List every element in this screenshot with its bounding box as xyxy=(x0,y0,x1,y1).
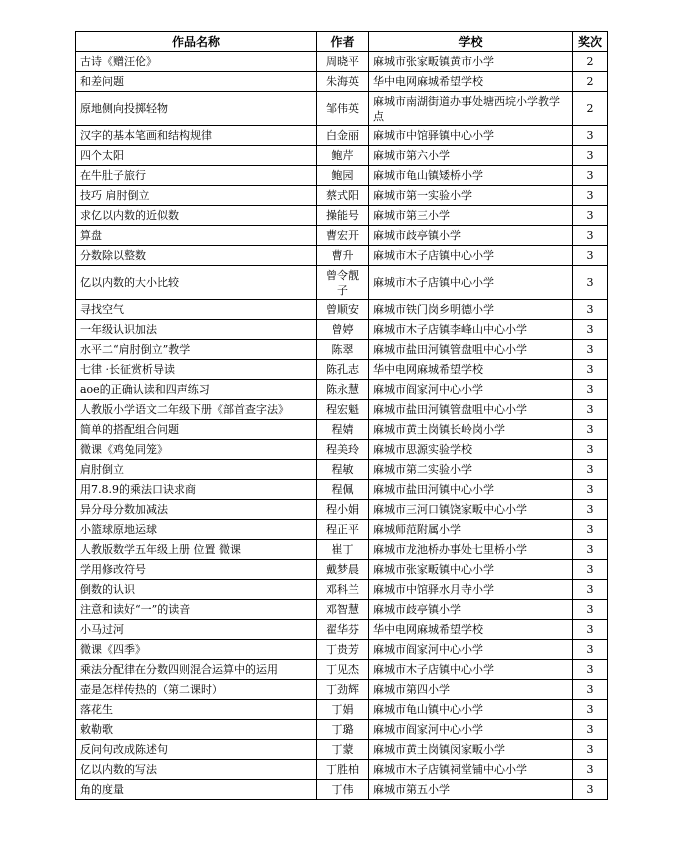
cell-school: 麻城市第一实验小学 xyxy=(369,186,573,206)
cell-author: 蔡式阳 xyxy=(317,186,369,206)
cell-work-title: 古诗《赠汪伦》 xyxy=(76,52,317,72)
cell-school: 麻城市盐田河镇中心小学 xyxy=(369,480,573,500)
cell-author: 翟华芬 xyxy=(317,620,369,640)
table-row xyxy=(76,206,608,226)
table-row xyxy=(76,300,608,320)
cell-work-title: 亿以内数的大小比较 xyxy=(76,266,317,300)
table-row xyxy=(76,226,608,246)
table-row xyxy=(76,420,608,440)
cell-award-rank: 3 xyxy=(573,146,608,166)
table-row xyxy=(76,660,608,680)
cell-work-title: 技巧 肩肘倒立 xyxy=(76,186,317,206)
cell-school: 麻城市第五小学 xyxy=(369,780,573,800)
cell-school: 麻城市木子店镇李峰山中心小学 xyxy=(369,320,573,340)
cell-award-rank: 3 xyxy=(573,166,608,186)
table-row xyxy=(76,760,608,780)
cell-author: 鲍园 xyxy=(317,166,369,186)
cell-award-rank: 3 xyxy=(573,500,608,520)
cell-award-rank: 3 xyxy=(573,340,608,360)
cell-author: 曾顺安 xyxy=(317,300,369,320)
cell-author: 朱海英 xyxy=(317,72,369,92)
cell-award-rank: 3 xyxy=(573,560,608,580)
table-row xyxy=(76,640,608,660)
cell-work-title: 倒数的认识 xyxy=(76,580,317,600)
cell-author: 白金丽 xyxy=(317,126,369,146)
cell-author: 丁伟 xyxy=(317,780,369,800)
cell-award-rank: 3 xyxy=(573,186,608,206)
cell-award-rank: 3 xyxy=(573,420,608,440)
cell-award-rank: 3 xyxy=(573,600,608,620)
cell-school: 麻城市木子店镇中心小学 xyxy=(369,266,573,300)
cell-school: 麻城市铁门岗乡明德小学 xyxy=(369,300,573,320)
table-row xyxy=(76,780,608,800)
cell-award-rank: 3 xyxy=(573,660,608,680)
cell-school: 麻城市阎家河中心小学 xyxy=(369,640,573,660)
cell-work-title: 寻找空气 xyxy=(76,300,317,320)
cell-award-rank: 3 xyxy=(573,620,608,640)
table-row xyxy=(76,600,608,620)
header-author: 作者 xyxy=(317,32,369,52)
cell-author: 曾婷 xyxy=(317,320,369,340)
table-row xyxy=(76,540,608,560)
cell-award-rank: 3 xyxy=(573,640,608,660)
table-row xyxy=(76,680,608,700)
cell-work-title: 求亿以内数的近似数 xyxy=(76,206,317,226)
cell-award-rank: 3 xyxy=(573,740,608,760)
cell-author: 操能号 xyxy=(317,206,369,226)
cell-work-title: 原地侧向投掷轻物 xyxy=(76,92,317,126)
cell-award-rank: 2 xyxy=(573,72,608,92)
cell-author: 丁璐 xyxy=(317,720,369,740)
cell-author: 曹升 xyxy=(317,246,369,266)
cell-school: 麻城市中馆驿水月寺小学 xyxy=(369,580,573,600)
table-row xyxy=(76,266,608,300)
cell-work-title: 四个太阳 xyxy=(76,146,317,166)
table-row xyxy=(76,740,608,760)
cell-award-rank: 3 xyxy=(573,300,608,320)
cell-award-rank: 2 xyxy=(573,52,608,72)
cell-award-rank: 3 xyxy=(573,266,608,300)
cell-author: 丁劲辉 xyxy=(317,680,369,700)
cell-work-title: 肩肘倒立 xyxy=(76,460,317,480)
cell-award-rank: 3 xyxy=(573,780,608,800)
cell-author: 邓科兰 xyxy=(317,580,369,600)
cell-school: 华中电网麻城希望学校 xyxy=(369,360,573,380)
cell-award-rank: 3 xyxy=(573,720,608,740)
table-row xyxy=(76,580,608,600)
cell-school: 麻城市歧亭镇小学 xyxy=(369,600,573,620)
cell-school: 麻城市张家畈镇黄市小学 xyxy=(369,52,573,72)
cell-author: 鲍芹 xyxy=(317,146,369,166)
table-row xyxy=(76,360,608,380)
cell-school: 麻城市歧亭镇小学 xyxy=(369,226,573,246)
cell-author: 戴梦晨 xyxy=(317,560,369,580)
cell-author: 程佩 xyxy=(317,480,369,500)
table-row xyxy=(76,146,608,166)
table-row xyxy=(76,92,608,126)
cell-school: 华中电网麻城希望学校 xyxy=(369,620,573,640)
cell-school: 麻城市木子店镇中心小学 xyxy=(369,660,573,680)
cell-school: 麻城市盐田河镇管盘咀中心小学 xyxy=(369,340,573,360)
table-row xyxy=(76,246,608,266)
table-row xyxy=(76,72,608,92)
cell-author: 陈翠 xyxy=(317,340,369,360)
cell-award-rank: 3 xyxy=(573,226,608,246)
cell-work-title: 人教版小学语文二年级下册《部首查字法》 xyxy=(76,400,317,420)
cell-author: 程敏 xyxy=(317,460,369,480)
cell-award-rank: 3 xyxy=(573,540,608,560)
header-school: 学校 xyxy=(369,32,573,52)
cell-work-title: 和差问题 xyxy=(76,72,317,92)
cell-school: 麻城市三河口镇饶家畈中心小学 xyxy=(369,500,573,520)
cell-work-title: 落花生 xyxy=(76,700,317,720)
cell-work-title: 分数除以整数 xyxy=(76,246,317,266)
award-table xyxy=(75,31,608,800)
table-row xyxy=(76,560,608,580)
cell-work-title: 反问句改成陈述句 xyxy=(76,740,317,760)
table-row xyxy=(76,460,608,480)
cell-work-title: aoe的正确认读和四声练习 xyxy=(76,380,317,400)
cell-school: 麻城师范附属小学 xyxy=(369,520,573,540)
cell-author: 邹伟英 xyxy=(317,92,369,126)
cell-work-title: 算盘 xyxy=(76,226,317,246)
cell-award-rank: 3 xyxy=(573,700,608,720)
cell-work-title: 在牛肚子旅行 xyxy=(76,166,317,186)
cell-author: 程小娟 xyxy=(317,500,369,520)
table-row xyxy=(76,720,608,740)
table-row xyxy=(76,340,608,360)
cell-award-rank: 3 xyxy=(573,246,608,266)
cell-school: 麻城市黄土岗镇长岭岗小学 xyxy=(369,420,573,440)
table-row xyxy=(76,166,608,186)
cell-school: 麻城市盐田河镇管盘咀中心小学 xyxy=(369,400,573,420)
cell-work-title: 异分母分数加减法 xyxy=(76,500,317,520)
cell-work-title: 简单的搭配组合问题 xyxy=(76,420,317,440)
cell-award-rank: 3 xyxy=(573,580,608,600)
cell-award-rank: 3 xyxy=(573,480,608,500)
table-row xyxy=(76,52,608,72)
table-row xyxy=(76,186,608,206)
cell-work-title: 小马过河 xyxy=(76,620,317,640)
table-row xyxy=(76,440,608,460)
cell-school: 麻城市黄土岗镇闵家畈小学 xyxy=(369,740,573,760)
cell-author: 曹宏开 xyxy=(317,226,369,246)
cell-award-rank: 3 xyxy=(573,206,608,226)
cell-author: 陈孔志 xyxy=(317,360,369,380)
cell-author: 周晓平 xyxy=(317,52,369,72)
cell-author: 程正平 xyxy=(317,520,369,540)
cell-award-rank: 3 xyxy=(573,680,608,700)
cell-author: 丁娟 xyxy=(317,700,369,720)
cell-author: 程美玲 xyxy=(317,440,369,460)
header-row xyxy=(76,32,608,52)
cell-work-title: 乘法分配律在分数四则混合运算中的运用 xyxy=(76,660,317,680)
cell-school: 麻城市木子店镇祠堂铺中心小学 xyxy=(369,760,573,780)
cell-school: 麻城市第三小学 xyxy=(369,206,573,226)
cell-author: 程婧 xyxy=(317,420,369,440)
cell-award-rank: 3 xyxy=(573,760,608,780)
cell-author: 程宏魁 xyxy=(317,400,369,420)
table-row xyxy=(76,520,608,540)
cell-school: 麻城市龟山镇中心小学 xyxy=(369,700,573,720)
cell-award-rank: 3 xyxy=(573,520,608,540)
header-award-rank: 奖次 xyxy=(573,32,608,52)
cell-school: 麻城市思源实验学校 xyxy=(369,440,573,460)
cell-author: 曾令靓子 xyxy=(317,266,369,300)
cell-award-rank: 3 xyxy=(573,380,608,400)
cell-work-title: 一年级认识加法 xyxy=(76,320,317,340)
cell-author: 崔丁 xyxy=(317,540,369,560)
cell-author: 丁蒙 xyxy=(317,740,369,760)
cell-school: 麻城市第二实验小学 xyxy=(369,460,573,480)
cell-author: 丁见杰 xyxy=(317,660,369,680)
cell-award-rank: 3 xyxy=(573,400,608,420)
cell-work-title: 人教版数学五年级上册 位置 微课 xyxy=(76,540,317,560)
cell-work-title: 用7.8.9的乘法口诀求商 xyxy=(76,480,317,500)
cell-work-title: 七律 ·长征赏析导读 xyxy=(76,360,317,380)
cell-work-title: 注意和读好“一”的读音 xyxy=(76,600,317,620)
cell-award-rank: 3 xyxy=(573,360,608,380)
cell-work-title: 微课《四季》 xyxy=(76,640,317,660)
cell-school: 麻城市阎家河中心小学 xyxy=(369,720,573,740)
cell-school: 麻城市龟山镇矮桥小学 xyxy=(369,166,573,186)
table-row xyxy=(76,700,608,720)
cell-author: 丁贵芳 xyxy=(317,640,369,660)
table-row xyxy=(76,126,608,146)
cell-work-title: 小篮球原地运球 xyxy=(76,520,317,540)
table-row xyxy=(76,480,608,500)
cell-school: 麻城市木子店镇中心小学 xyxy=(369,246,573,266)
cell-author: 陈永慧 xyxy=(317,380,369,400)
cell-award-rank: 3 xyxy=(573,320,608,340)
cell-school: 麻城市第六小学 xyxy=(369,146,573,166)
cell-school: 麻城市张家畈镇中心小学 xyxy=(369,560,573,580)
cell-work-title: 亿以内数的写法 xyxy=(76,760,317,780)
cell-school: 麻城市龙池桥办事处七里桥小学 xyxy=(369,540,573,560)
cell-school: 麻城市第四小学 xyxy=(369,680,573,700)
cell-work-title: 微课《鸡兔同笼》 xyxy=(76,440,317,460)
cell-work-title: 学用修改符号 xyxy=(76,560,317,580)
header-work-title: 作品名称 xyxy=(76,32,317,52)
cell-author: 邓智慧 xyxy=(317,600,369,620)
table-row xyxy=(76,400,608,420)
table-row xyxy=(76,620,608,640)
cell-work-title: 水平二“肩肘倒立”教学 xyxy=(76,340,317,360)
table-row xyxy=(76,380,608,400)
cell-work-title: 敕勒歌 xyxy=(76,720,317,740)
cell-award-rank: 2 xyxy=(573,92,608,126)
cell-work-title: 汉字的基本笔画和结构规律 xyxy=(76,126,317,146)
cell-award-rank: 3 xyxy=(573,126,608,146)
cell-work-title: 壶是怎样传热的（第二课时） xyxy=(76,680,317,700)
cell-award-rank: 3 xyxy=(573,460,608,480)
cell-school: 麻城市阎家河中心小学 xyxy=(369,380,573,400)
table-row xyxy=(76,500,608,520)
cell-school: 麻城市中馆驿镇中心小学 xyxy=(369,126,573,146)
table-row xyxy=(76,320,608,340)
cell-school: 麻城市南湖街道办事处塘西垸小学教学点 xyxy=(369,92,573,126)
cell-award-rank: 3 xyxy=(573,440,608,460)
cell-work-title: 角的度量 xyxy=(76,780,317,800)
cell-school: 华中电网麻城希望学校 xyxy=(369,72,573,92)
cell-author: 丁胜柏 xyxy=(317,760,369,780)
